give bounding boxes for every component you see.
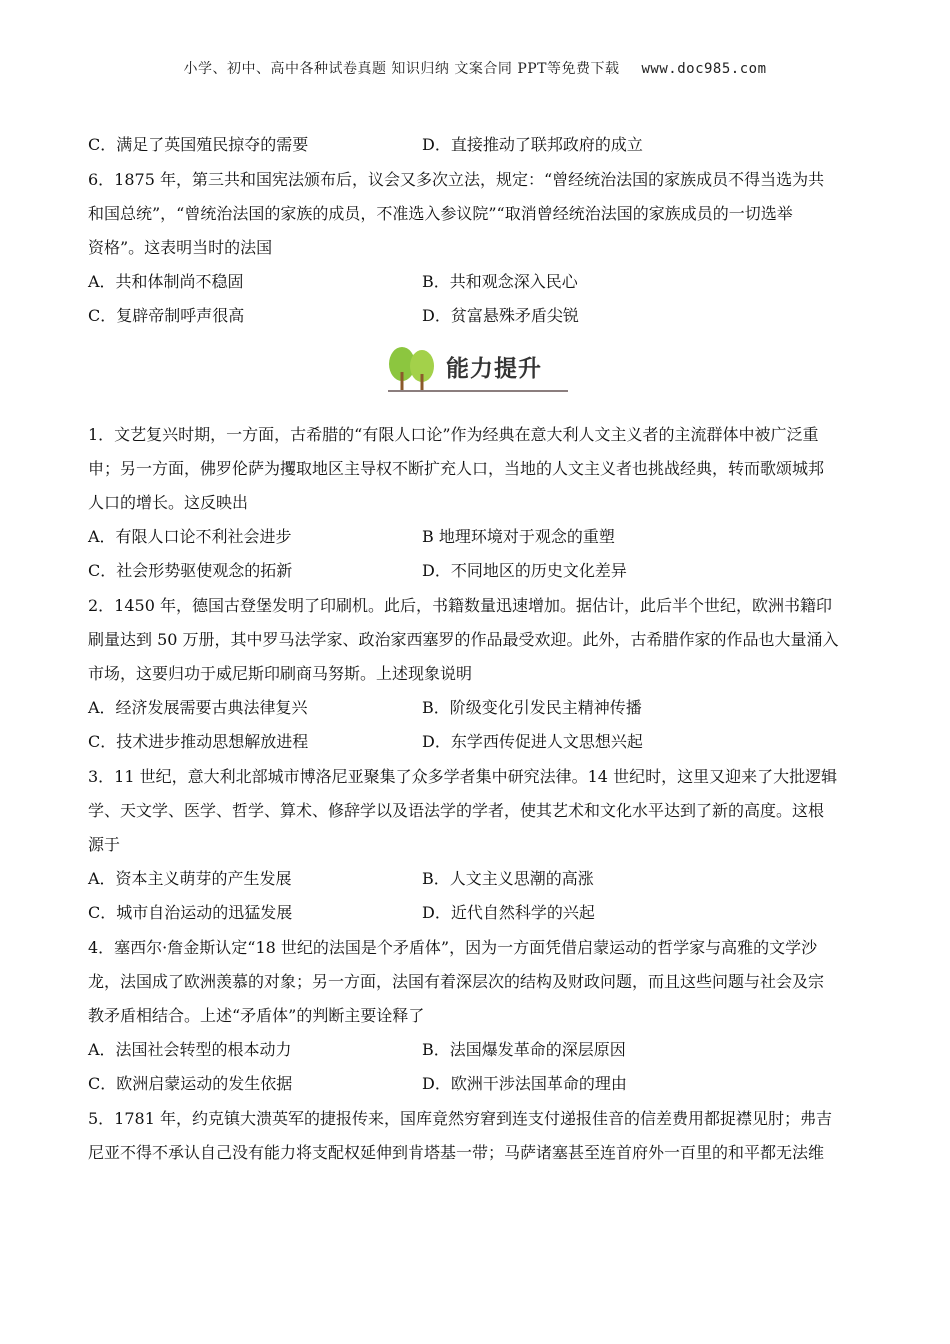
tree-icon <box>380 344 450 396</box>
section-banner <box>88 338 868 408</box>
options-row <box>88 265 868 300</box>
header-text: 小学、初中、高中各种试卷真题 知识归纳 文案合同 PPT等免费下载 <box>183 61 620 77</box>
options-row <box>88 299 868 334</box>
option-a: A．共和体制尚不稳固 <box>88 271 244 291</box>
options-row <box>88 725 868 760</box>
section-title: 能力提升 <box>446 355 542 382</box>
question-line: 人口的增长。这反映出 <box>88 492 249 512</box>
question-line: 龙，法国成了欧洲羡慕的对象；另一方面，法国有着深层次的结构及财政问题，而且这些问题与社会及宗 <box>88 971 825 991</box>
question-line: 申；另一方面，佛罗伦萨为攫取地区主导权不断扩充人口，当地的人文主义者也挑战经典，转而歌颂城邦 <box>88 458 825 478</box>
option-d: D．直接推动了联邦政府的成立 <box>422 135 643 154</box>
option-c: C．城市自治运动的迅猛发展 <box>88 903 293 922</box>
question-3 <box>88 760 868 931</box>
question-line: 源于 <box>88 834 121 854</box>
option-c: C．满足了英国殖民掠夺的需要 <box>88 135 309 154</box>
question-6 <box>88 163 868 334</box>
options-row <box>88 520 868 555</box>
options-row <box>88 1033 868 1068</box>
option-d: D．东学西传促进人文思想兴起 <box>422 732 643 751</box>
options-row <box>88 1067 868 1102</box>
question-line: 刷量达到 50 万册，其中罗马法学家、政治家西塞罗的作品最受欢迎。此外，古希腊作家的作品也大量涌入 <box>88 629 839 649</box>
question-line: 和国总统”，“曾统治法国的家族的成员，不准选入参议院”“取消曾经统治法国的家族成员的一切选举 <box>88 203 793 223</box>
question-line: 市场，这要归功于威尼斯印刷商马努斯。上述现象说明 <box>88 663 473 683</box>
question-line: 4．塞西尔·詹金斯认定“18 世纪的法国是个矛盾体”，因为一方面凭借启蒙运动的哲学家与高雅的文学沙 <box>88 937 818 957</box>
question-line: 资格”。这表明当时的法国 <box>88 237 273 257</box>
option-b: B．法国爆发革命的深层原因 <box>422 1039 626 1059</box>
question-line: 教矛盾相结合。上述“矛盾体”的判断主要诠释了 <box>88 1005 425 1025</box>
question-4 <box>88 931 868 1102</box>
option-b: B．阶级变化引发民主精神传播 <box>422 697 642 717</box>
option-d: D．近代自然科学的兴起 <box>422 903 595 922</box>
question-line: 3．11 世纪，意大利北部城市博洛尼亚聚集了众多学者集中研究法律。14 世纪时，这里又迎来了大批逻辑 <box>88 766 838 786</box>
question-line: 2．1450 年，德国古登堡发明了印刷机。此后，书籍数量迅速增加。据估计，此后半个世纪，欧洲书籍印 <box>88 595 832 615</box>
option-d: D．贫富悬殊矛盾尖锐 <box>422 306 579 325</box>
option-c: C．复辟帝制呼声很高 <box>88 306 245 325</box>
options-row <box>88 862 868 897</box>
option-c: C．欧洲启蒙运动的发生依据 <box>88 1074 293 1093</box>
question-line: 1．文艺复兴时期，一方面，古希腊的“有限人口论”作为经典在意大利人文主义者的主流群体中被广泛重 <box>88 424 819 444</box>
question-line: 5．1781 年，约克镇大溃英军的捷报传来，国库竟然穷窘到连支付递报佳音的信差费用都捉襟见肘；弗吉 <box>88 1108 832 1128</box>
option-b: B．人文主义思潮的高涨 <box>422 868 594 888</box>
document-body <box>88 128 868 1170</box>
question-5 <box>88 1102 868 1170</box>
header-url[interactable]: www.doc985.com <box>641 61 767 77</box>
option-a: A．有限人口论不利社会进步 <box>88 526 292 546</box>
question-line: 6．1875 年，第三共和国宪法颁布后，议会又多次立法，规定：“曾经统治法国的家族成员不得当选为共 <box>88 169 825 189</box>
question-line: 尼亚不得不承认自己没有能力将支配权延伸到肯塔基一带；马萨诸塞甚至连首府外一百里的和平都无法维 <box>88 1142 825 1162</box>
question-1 <box>88 418 868 589</box>
option-a: A．法国社会转型的根本动力 <box>88 1039 292 1059</box>
option-c: C．社会形势驱使观念的拓新 <box>88 561 293 580</box>
options-row <box>88 554 868 589</box>
options-row <box>88 691 868 726</box>
option-c: C．技术进步推动思想解放进程 <box>88 732 309 751</box>
page-header <box>0 58 950 78</box>
section-underline <box>388 390 568 392</box>
options-row <box>88 896 868 931</box>
option-b: B 地理环境对于观念的重塑 <box>422 526 615 546</box>
prev-options-row <box>88 128 868 163</box>
option-b: B．共和观念深入民心 <box>422 271 578 291</box>
question-line: 学、天文学、医学、哲学、算术、修辞学以及语法学的学者，使其艺术和文化水平达到了新的高度。这根 <box>88 800 825 820</box>
option-a: A．经济发展需要古典法律复兴 <box>88 697 308 717</box>
option-d: D．欧洲干涉法国革命的理由 <box>422 1074 627 1093</box>
question-2 <box>88 589 868 760</box>
option-a: A．资本主义萌芽的产生发展 <box>88 868 292 888</box>
option-d: D．不同地区的历史文化差异 <box>422 561 627 580</box>
